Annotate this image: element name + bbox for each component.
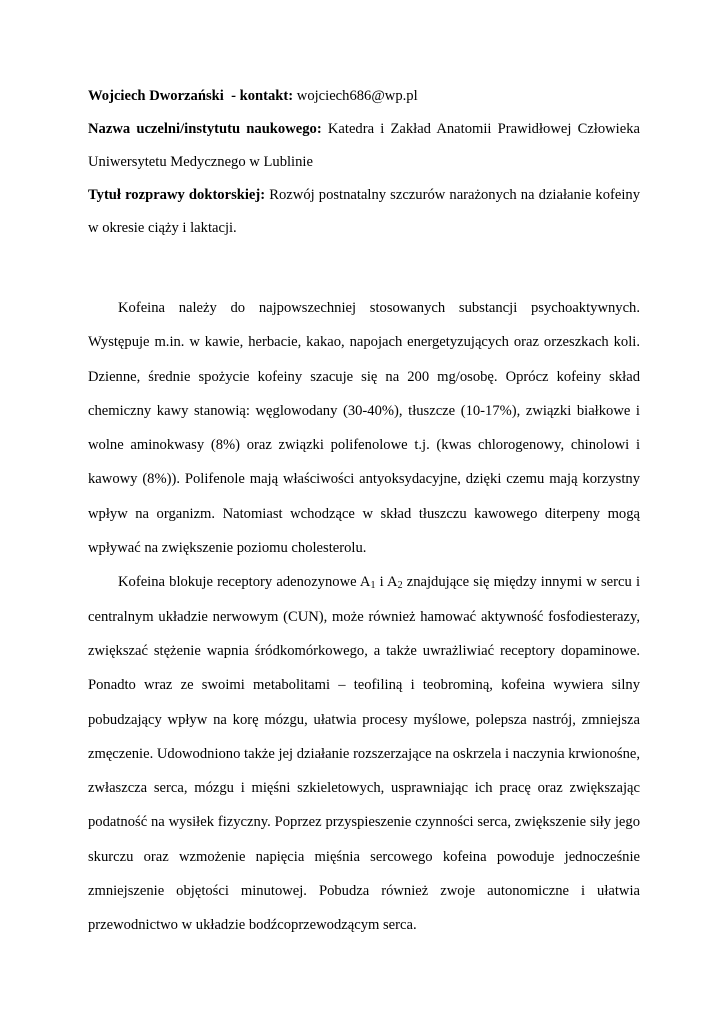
institution-value: Katedra i Zakład Anatomii Prawidłowej Człowieka Uniwersytetu Medycznego w Lublinie [88,121,640,170]
institution-label: Nazwa uczelni/instytutu naukowego: [88,121,322,137]
paragraph-2-part-3: znajdujące się między innymi w sercu i centralnym układzie nerwowym (CUN), może również hamować aktywność fosfodiesterazy, zwiększać stężenie wapnia śródkomórkowego, a także uwrażliwiać receptory dopaminowe. Ponadto wraz ze swoimi metabolitami – teofiliną i teobrominą, kofeina wywiera silny pobudzający wpływ na korę mózgu, ułatwia procesy myślowe, polepsza nastrój, zmniejsza zmęczenie. Udowodniono także jej działanie rozszerzające na oskrzela i naczynia krwionośne, zwłaszcza serca, mózgu i mięśni szkieletowych, usprawniając ich pracę oraz zwiększając podatność na wysiłek fizyczny. Poprzez przyspieszenie czynności serca, zwiększenie siły jego skurczu oraz wzmożenie napięcia mięśnia sercowego kofeina powoduje jednocześnie zmniejszenie objętości minutowej. Pobudza również zwoje autonomiczne i ułatwia przewodnictwo w układzie bodźcoprzewodzącym serca. [88,574,640,934]
document-page [88,80,640,943]
contact-label: - kontakt: [231,88,294,104]
receptor-subscript-2: 2 [397,580,403,592]
body-text [88,291,640,943]
thesis-line [88,179,640,245]
institution-line [88,113,640,179]
contact-email: wojciech686@wp.pl [296,88,418,104]
paragraph-2-part-2: i A [375,574,398,591]
header-block [88,80,640,245]
paragraph-2-part-1: Kofeina blokuje receptory adenozynowe A [118,574,371,591]
thesis-value: Rozwój postnatalny szczurów narażonych na działanie kofeiny w okresie ciąży i laktacji. [88,187,641,236]
paragraph-2 [88,565,640,942]
paragraph-1: Kofeina należy do najpowszechniej stosowanych substancji psychoaktywnych. Występuje m.in. w kawie, herbacie, kakao, napojach energetyzujących oraz orzeszkach koli. Dzienne, średnie spożycie kofeiny szacuje się na 200 mg/osobę. Oprócz kofeiny skład chemiczny kawy stanowią: węglowodany (30-40%), tłuszcze (10-17%), związki białkowe i wolne aminokwasy (8%) oraz związki polifenolowe t.j. (kwas chlorogenowy, chinolowi i kawowy (8%)). Polifenole mają właściwości antyoksydacyjne, dzięki czemu mają korzystny wpływ na organizm. Natomiast wchodzące w skład tłuszczu kawowego diterpeny mogą wpływać na zwiększenie poziomu cholesterolu. [88,300,640,557]
author-line [88,80,640,113]
receptor-subscript-1: 1 [370,580,376,592]
thesis-label: Tytuł rozprawy doktorskiej: [88,187,266,203]
author-name: Wojciech Dworzański [88,88,224,104]
